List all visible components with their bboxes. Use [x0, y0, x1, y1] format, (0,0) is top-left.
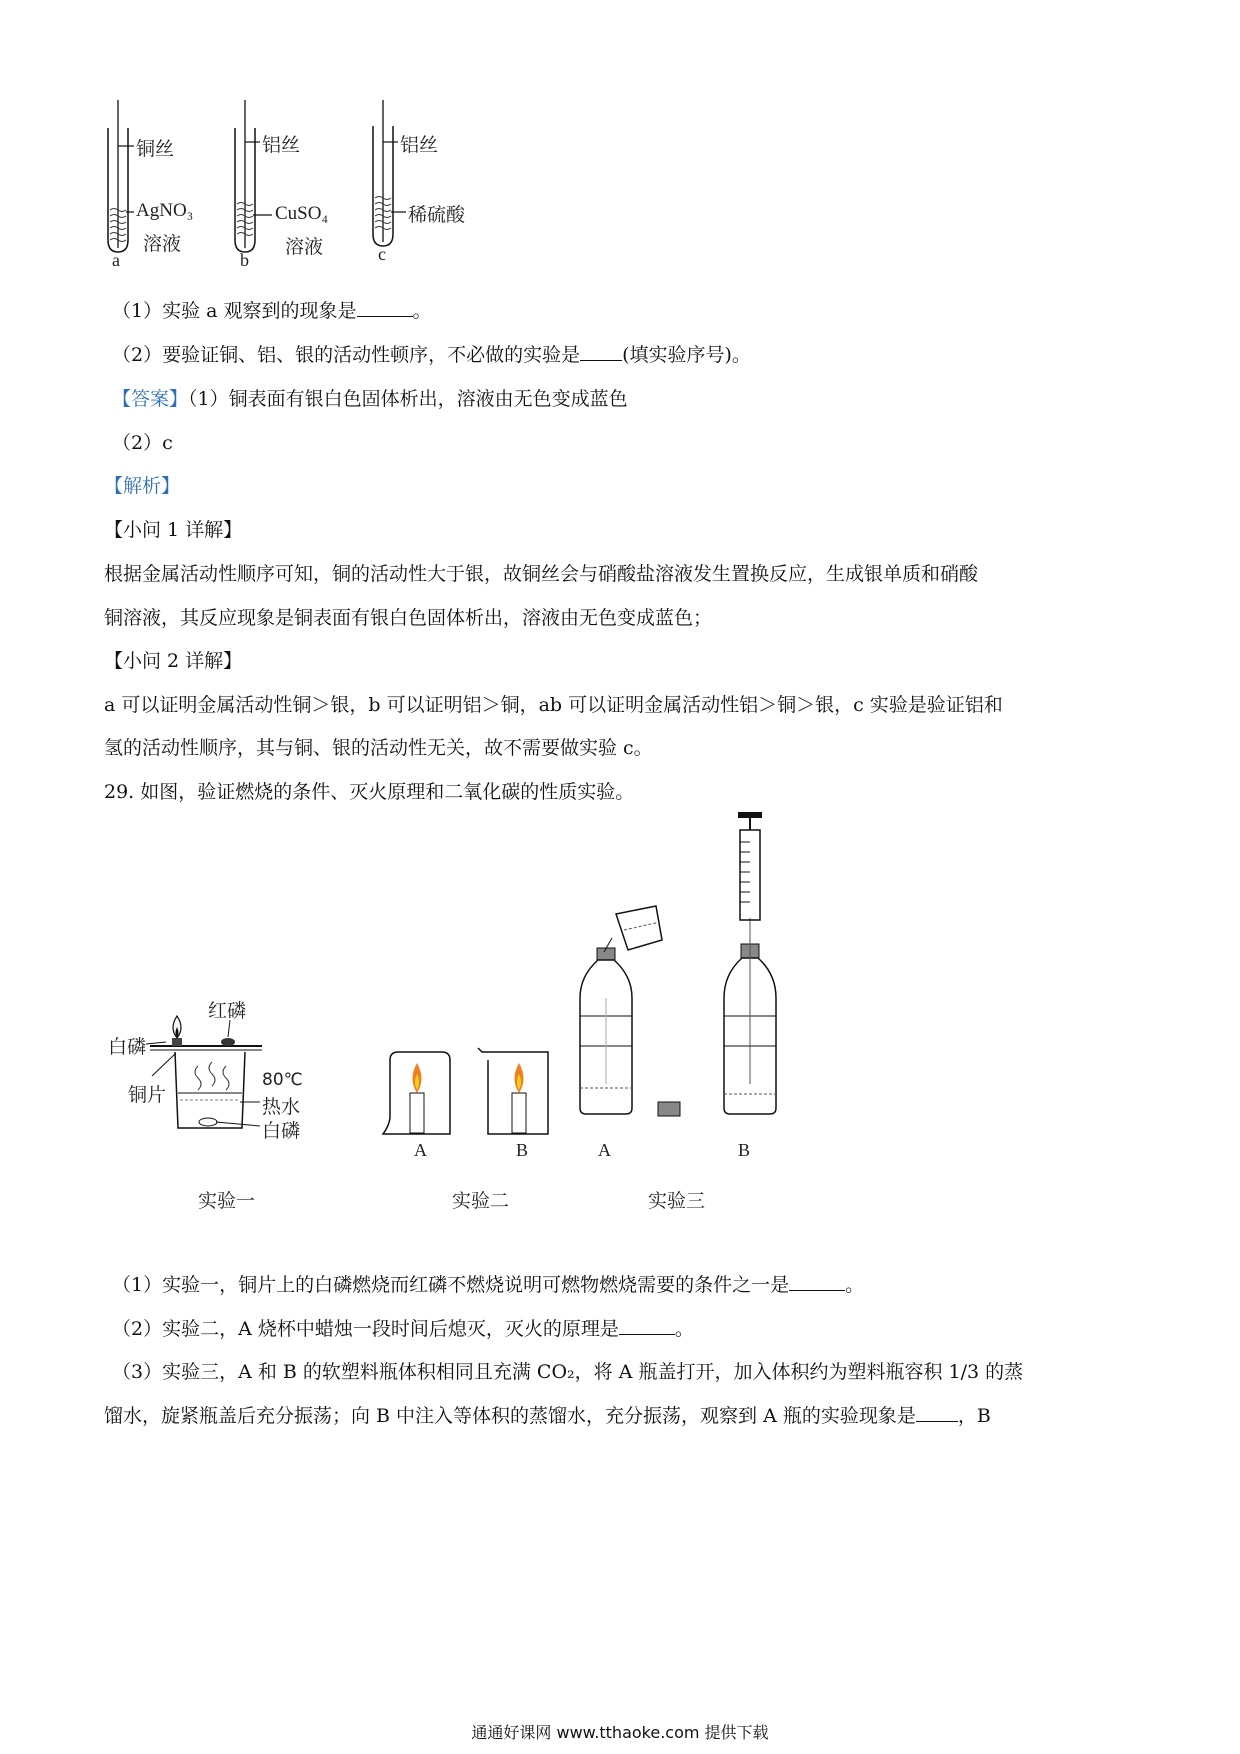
tube-a-solution-formula: AgNO₃: [136, 200, 194, 221]
answer-blank: [619, 1316, 675, 1335]
tube-a-solution-word: 溶液: [143, 233, 182, 255]
sub1-text-line2: 铜溶液，其反应现象是铜表面有银白色固体析出，溶液由无色变成蓝色；: [104, 607, 713, 629]
q28-question-1: （1）实验 a 观察到的现象是 。: [112, 300, 432, 322]
experiment-2-apparatus: [383, 1048, 548, 1134]
tube-b-wire-label: 铝丝: [262, 134, 301, 156]
tube-b-solution-formula: CuSO₄: [275, 203, 329, 224]
tube-c-wire-label: 铝丝: [400, 134, 439, 156]
page-footer: 通通好课网 www.tthaoke.com 提供下载: [471, 1723, 769, 1742]
tube-c-letter: c: [378, 244, 386, 264]
q29-question-3-line2: 馏水，旋紧瓶盖后充分振荡；向 B 中注入等体积的蒸馏水，充分振荡，观察到 A 瓶的实验现象是 ，B: [104, 1405, 991, 1427]
tube-a-letter: a: [112, 250, 120, 270]
answer-blank: [357, 298, 413, 317]
copper-plate-label: 铜片: [128, 1084, 167, 1106]
exp3-letter-a: A: [598, 1140, 611, 1160]
sub1-text-line1: 根据金属活动性顺序可知，铜的活动性大于银，故铜丝会与硝酸盐溶液发生置换反应，生成银单质和硝酸: [104, 563, 979, 585]
tube-b-solution-word: 溶液: [285, 236, 324, 258]
sub2-text-line2: 氢的活动性顺序，其与铜、银的活动性无关，故不需要做实验 c。: [104, 737, 653, 759]
answer-blank: [789, 1272, 845, 1291]
test-tube-a: [108, 100, 134, 252]
answer-blank: [580, 342, 622, 361]
answer-blank: [916, 1403, 958, 1422]
test-tube-c: [373, 100, 406, 246]
q28-question-2: （2）要验证铜、铝、银的活动性顿序，不必做的实验是 (填实验序号)。: [112, 344, 751, 366]
tube-a-wire-label: 铜丝: [136, 138, 175, 160]
caption-experiment-3: 实验三: [648, 1190, 706, 1212]
q29-question-1: （1）实验一，铜片上的白磷燃烧而红磷不燃烧说明可燃物燃烧需要的条件之一是 。: [112, 1274, 865, 1296]
q29-question-2: （2）实验二，A 烧杯中蜡烛一段时间后熄灭，灭火的原理是 。: [112, 1318, 694, 1340]
experiment-3-apparatus: [580, 812, 776, 1116]
experiment-1-apparatus: [146, 1016, 262, 1128]
q28-answer-1: 【答案】（1）铜表面有银白色固体析出，溶液由无色变成蓝色: [112, 388, 628, 410]
q29-stem: 29. 如图，验证燃烧的条件、灭火原理和二氧化碳的性质实验。: [104, 781, 635, 803]
exp2-letter-b: B: [516, 1140, 529, 1160]
exp2-letter-a: A: [414, 1140, 427, 1160]
caption-experiment-2: 实验二: [452, 1190, 510, 1212]
caption-experiment-1: 实验一: [198, 1190, 256, 1212]
sub2-text-line1: a 可以证明金属活动性铜＞银，b 可以证明铝＞铜，ab 可以证明金属活动性铝＞铜＞银，c 实验是验证铝和: [104, 694, 1003, 716]
test-tube-b: [235, 100, 272, 252]
red-phosphorus-label: 红磷: [208, 1000, 247, 1022]
tube-b-letter: b: [240, 250, 249, 270]
q29-question-3-line1: （3）实验三，A 和 B 的软塑料瓶体积相同且充满 CO₂，将 A 瓶盖打开，加入体积约为塑料瓶容积 1/3 的蒸: [112, 1361, 1024, 1383]
sub2-title: 【小问 2 详解】: [104, 650, 243, 672]
sub1-title: 【小问 1 详解】: [104, 519, 243, 541]
white-phosphorus-top-label: 白磷: [108, 1036, 147, 1058]
white-phosphorus-bottom-label: 白磷: [262, 1120, 301, 1142]
temperature-label: 80℃: [262, 1070, 303, 1090]
exp3-letter-b: B: [738, 1140, 751, 1160]
tube-c-solution-label: 稀硫酸: [408, 204, 466, 226]
answer-tag: 【答案】: [112, 388, 189, 410]
analysis-tag: 【解析】: [104, 475, 181, 497]
hot-water-label: 热水: [262, 1096, 301, 1118]
q28-answer-2: （2）c: [112, 432, 173, 454]
